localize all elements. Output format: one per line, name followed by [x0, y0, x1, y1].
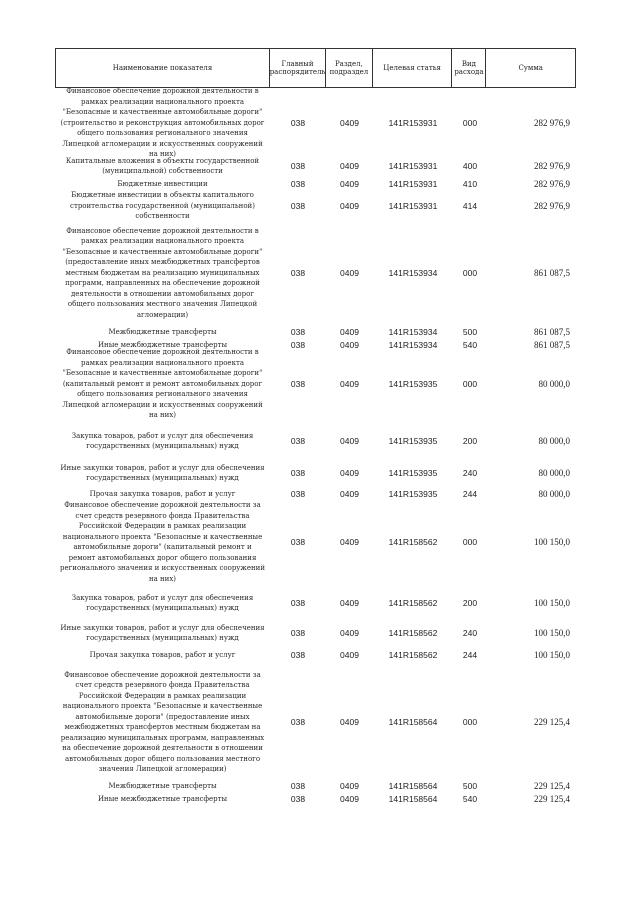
row-kind: 414 [462, 201, 478, 211]
row-section: 0409 [340, 781, 359, 791]
row-name: Межбюджетные трансферты [108, 781, 217, 790]
row-kind: 000 [462, 717, 478, 727]
row-sum: 861 087,5 [534, 327, 570, 337]
row-target: 141R153934 [388, 340, 438, 350]
row-kind: 200 [462, 436, 478, 446]
row-target: 141R153931 [388, 118, 438, 128]
row-sum: 861 087,5 [534, 340, 570, 350]
row-sum: 100 150,0 [534, 537, 570, 547]
row-target: 141R153934 [388, 268, 438, 278]
table-row [55, 592, 576, 614]
row-section: 0409 [340, 161, 359, 171]
row-sum: 229 125,4 [534, 781, 570, 791]
row-admin: 038 [290, 379, 306, 389]
header-target: Целевая статья [373, 49, 453, 87]
row-name: Финансовое обеспечение дорожной деятельности за счет средств резервного фонда Правительства Российской Федерации в рамках реализации национального проекта "Безопасные и качественные автомобильные дороги" (предоставление иных межбюджетных трансфертов местным бюджетам на реализацию муниципальных программ, направленных на обеспечение дорожной деятельности в отношении автомобильных дорог общего пользования местного значения Липецкой агломерации) [60, 670, 265, 773]
row-name: Прочая закупка товаров, работ и услуг [89, 489, 236, 498]
row-name: Бюджетные инвестиции в объекты капитального строительства государственной (муниципальной) собственности [70, 191, 255, 221]
row-sum: 80 000,0 [538, 379, 570, 389]
row-kind: 240 [462, 468, 478, 478]
row-kind: 400 [462, 161, 478, 171]
row-name: Бюджетные инвестиции [117, 179, 208, 188]
row-section: 0409 [340, 118, 359, 128]
header-admin: Главный распорядитель [270, 49, 326, 87]
table-row [55, 224, 576, 322]
row-name: Иные закупки товаров, работ и услуг для обеспечения государственных (муниципальных) нужд [60, 463, 265, 482]
header-section: Раздел, подраздел [326, 49, 373, 87]
row-section: 0409 [340, 436, 359, 446]
row-kind: 500 [462, 781, 478, 791]
table-row [55, 488, 576, 500]
row-sum: 80 000,0 [538, 489, 570, 499]
row-name: Иные межбюджетные трансферты [97, 794, 228, 803]
row-target: 141R158562 [388, 537, 438, 547]
row-kind: 500 [462, 327, 478, 337]
row-admin: 038 [290, 468, 306, 478]
row-admin: 038 [290, 436, 306, 446]
row-name: Закупка товаров, работ и услуг для обеспечения государственных (муниципальных) нужд [71, 431, 254, 450]
row-admin: 038 [290, 598, 306, 608]
row-name: Финансовое обеспечение дорожной деятельности в рамках реализации национального проекта "Безопасные и качественные автомобильные дороги" (предоставление иных межбюджетных трансфертов местным бюджетам на реализацию муниципальных программ, направленных на обеспечение дорожной деятельности в отношении автомобильных дорог общего пользования местного значения Липецкой агломерации) [62, 226, 263, 319]
row-admin: 038 [290, 781, 306, 791]
row-sum: 100 150,0 [534, 650, 570, 660]
row-section: 0409 [340, 650, 359, 660]
row-target: 141R153935 [388, 436, 438, 446]
row-sum: 100 150,0 [534, 598, 570, 608]
row-admin: 038 [290, 537, 306, 547]
row-name: Финансовое обеспечение дорожной деятельности в рамках реализации национального проекта "Безопасные и качественные автомобильные дороги" (строительство и реконструкция автомобильных дорог общего пользования регионального значения Липецкой агломерации и искусственных сооружений на них) [60, 87, 265, 159]
row-sum: 80 000,0 [538, 468, 570, 478]
table-row [55, 430, 576, 452]
row-section: 0409 [340, 717, 359, 727]
row-admin: 038 [290, 489, 306, 499]
table-row [55, 178, 576, 190]
row-target: 141R153931 [388, 201, 438, 211]
row-name: Межбюджетные трансферты [108, 327, 217, 336]
table-header [55, 48, 576, 88]
row-target: 141R158564 [388, 717, 438, 727]
row-target: 141R158564 [388, 781, 438, 791]
row-admin: 038 [290, 327, 306, 337]
header-name: Наименование показателя [56, 49, 270, 87]
table-row [55, 155, 576, 177]
row-admin: 038 [290, 794, 306, 804]
row-sum: 229 125,4 [534, 794, 570, 804]
row-admin: 038 [290, 650, 306, 660]
row-kind: 540 [462, 794, 478, 804]
row-name: Капитальные вложения в объекты государственной (муниципальной) собственности [65, 156, 260, 175]
row-name: Финансовое обеспечение дорожной деятельности в рамках реализации национального проекта "Безопасные и качественные автомобильные дороги" (капитальный ремонт и ремонт автомобильных дорог общего пользования регионального значения Липецкой агломерации и искусственных сооружений на них) [62, 348, 263, 420]
row-sum: 282 976,9 [534, 118, 570, 128]
row-section: 0409 [340, 201, 359, 211]
row-section: 0409 [340, 379, 359, 389]
row-section: 0409 [340, 489, 359, 499]
row-sum: 282 976,9 [534, 161, 570, 171]
row-target: 141R158562 [388, 628, 438, 638]
table-row [55, 648, 576, 662]
row-target: 141R153934 [388, 327, 438, 337]
row-admin: 038 [290, 179, 306, 189]
row-target: 141R153931 [388, 161, 438, 171]
row-section: 0409 [340, 268, 359, 278]
row-kind: 244 [462, 489, 478, 499]
row-sum: 282 976,9 [534, 201, 570, 211]
table-row [55, 87, 576, 159]
row-section: 0409 [340, 598, 359, 608]
row-kind: 000 [462, 118, 478, 128]
row-sum: 229 125,4 [534, 717, 570, 727]
row-target: 141R158564 [388, 794, 438, 804]
header-sum: Сумма [518, 63, 543, 72]
row-admin: 038 [290, 118, 306, 128]
table-row [55, 462, 576, 484]
table-row [55, 326, 576, 338]
table-row [55, 780, 576, 792]
row-admin: 038 [290, 201, 306, 211]
header-kind: Вид расхода [452, 49, 486, 87]
row-section: 0409 [340, 794, 359, 804]
row-kind: 200 [462, 598, 478, 608]
row-section: 0409 [340, 537, 359, 547]
row-target: 141R158562 [388, 598, 438, 608]
row-target: 141R153935 [388, 379, 438, 389]
row-admin: 038 [290, 161, 306, 171]
row-kind: 540 [462, 340, 478, 350]
row-sum: 100 150,0 [534, 628, 570, 638]
table-row [55, 190, 576, 222]
row-kind: 000 [462, 537, 478, 547]
row-sum: 80 000,0 [538, 436, 570, 446]
row-kind: 244 [462, 650, 478, 660]
row-name: Иные закупки товаров, работ и услуг для обеспечения государственных (муниципальных) нужд [60, 623, 265, 642]
row-name: Закупка товаров, работ и услуг для обеспечения государственных (муниципальных) нужд [71, 593, 254, 612]
row-admin: 038 [290, 340, 306, 350]
row-kind: 240 [462, 628, 478, 638]
table-row [55, 793, 576, 805]
table-row [55, 664, 576, 780]
row-section: 0409 [340, 628, 359, 638]
table-row [55, 622, 576, 644]
table-row [55, 348, 576, 420]
row-kind: 000 [462, 379, 478, 389]
row-sum: 861 087,5 [534, 268, 570, 278]
row-section: 0409 [340, 327, 359, 337]
row-kind: 410 [462, 179, 478, 189]
row-section: 0409 [340, 179, 359, 189]
row-admin: 038 [290, 717, 306, 727]
row-target: 141R153935 [388, 489, 438, 499]
row-target: 141R158562 [388, 650, 438, 660]
row-target: 141R153935 [388, 468, 438, 478]
row-admin: 038 [290, 268, 306, 278]
row-name: Иные межбюджетные трансферты [97, 340, 228, 349]
row-name: Финансовое обеспечение дорожной деятельности за счет средств резервного фонда Правительства Российской Федерации в рамках реализации национального проекта "Безопасные и качественные автомобильные дороги" (капитальный ремонт и ремонт автомобильных дорог общего пользования регионального значения и искусственных сооружений на них) [59, 501, 266, 583]
row-target: 141R153931 [388, 179, 438, 189]
row-admin: 038 [290, 628, 306, 638]
row-section: 0409 [340, 340, 359, 350]
row-kind: 000 [462, 268, 478, 278]
row-section: 0409 [340, 468, 359, 478]
table-row [55, 500, 576, 584]
row-name: Прочая закупка товаров, работ и услуг [89, 650, 236, 659]
row-sum: 282 976,9 [534, 179, 570, 189]
